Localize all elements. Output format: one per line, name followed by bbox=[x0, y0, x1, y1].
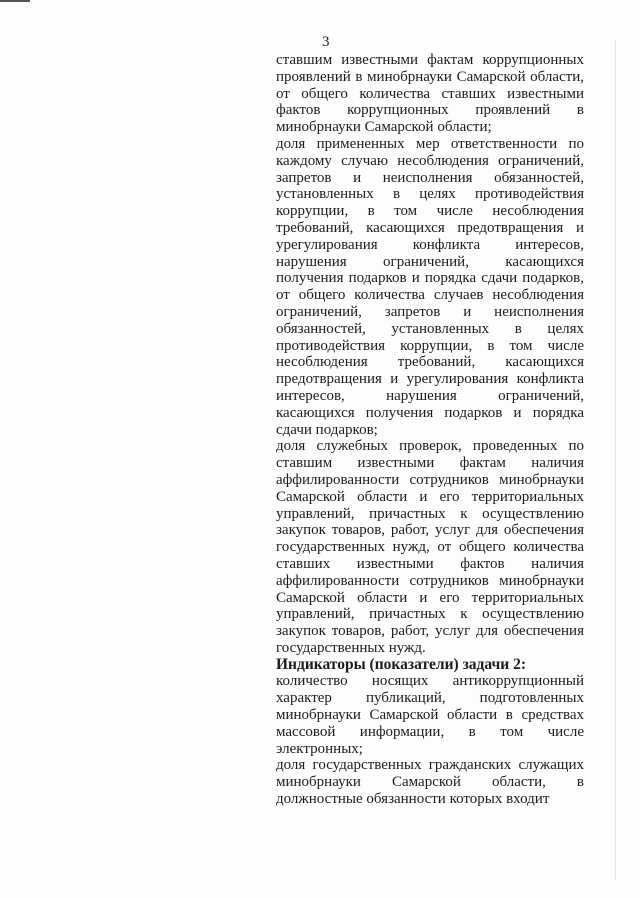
text-column bbox=[276, 52, 584, 808]
paragraph-2: доля примененных мер ответственности по каждому случаю несоблюдения ограничений, запретов и неисполнения обязанностей, установленных в целях противодействия коррупции, в том числе несоблюдения требований, касающихся предотвращения и урегулирования конфликта интересов, нарушения ограничений, касающихся получения подарков и порядка сдачи подарков, от общего количества случаев несоблюдения ограничений, запретов и неисполнения обязанностей, установленных в целях противодействия коррупции, в том числе несоблюдения требований, касающихся предотвращения и урегулирования конфликта интересов, нарушения ограничений, касающихся получения подарков и порядка сдачи подарков; bbox=[276, 135, 584, 438]
paragraph-5: доля государственных гражданских служащих минобрнауки Самарской области, в должностные обязанности которых входит bbox=[276, 757, 584, 808]
scan-mark bbox=[0, 0, 30, 2]
page-number: 3 bbox=[322, 34, 330, 50]
paragraph-4: количество носящих антикоррупционный характер публикаций, подготовленных минобрнауки Самарской области в средствах массовой информации, в том числе электронных; bbox=[276, 673, 584, 757]
scan-edge-shadow bbox=[615, 40, 616, 880]
paragraph-1: ставшим известными фактам коррупционных проявлений в минобрнауки Самарской области, от общего количества ставших известными фактов коррупционных проявлений в минобрнауки Самарской области; bbox=[276, 52, 584, 136]
heading-task-2-indicators: Индикаторы (показатели) задачи 2: bbox=[276, 655, 526, 673]
paragraph-3: доля служебных проверок, проведенных по ставшим известными фактам наличия аффилированности сотрудников минобрнауки Самарской области и его территориальных управлений, причастных к осуществлению закупок товаров, работ, услуг для обеспечения государственных нужд, от общего количества ставших известными фактов наличия аффилированности сотрудников минобрнауки Самарской области и его территориальных управлений, причастных к осуществлению закупок товаров, работ, услуг для обеспечения государственных нужд. bbox=[276, 438, 584, 656]
